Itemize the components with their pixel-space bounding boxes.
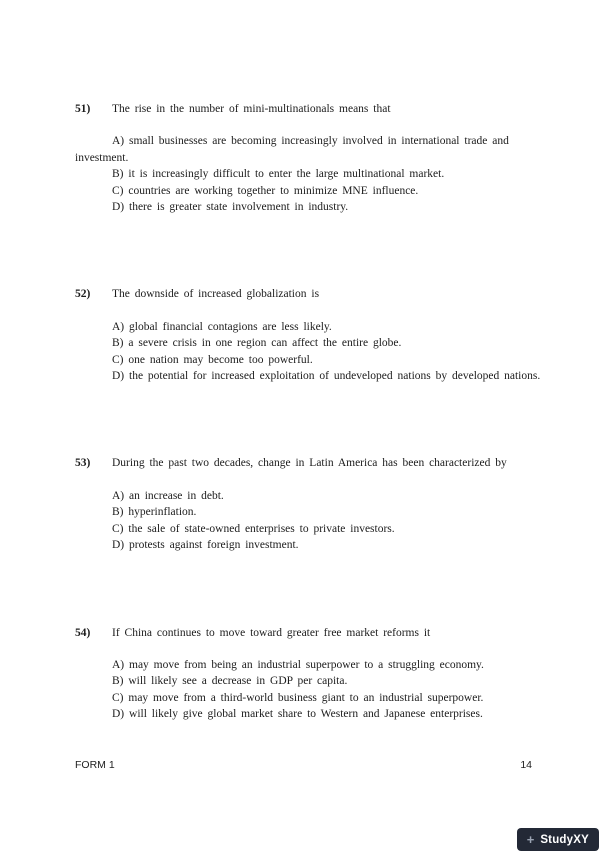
question-head: [75, 625, 565, 641]
question-options: [75, 657, 565, 723]
question-options: [75, 488, 565, 554]
studyxy-badge[interactable]: [517, 828, 599, 851]
question-54: [75, 625, 565, 723]
option-d: D) will likely give global market share to Western and Japanese enterprises.: [112, 708, 483, 721]
option-c: C) countries are working together to minimize MNE influence.: [112, 184, 419, 197]
option-b: B) will likely see a decrease in GDP per capita.: [112, 675, 348, 688]
question-number: 54): [75, 626, 91, 639]
option-d: D) protests against foreign investment.: [112, 539, 299, 552]
option-b: B) hyperinflation.: [112, 506, 197, 519]
question-head: [75, 286, 565, 302]
question-52: [75, 286, 565, 384]
page-footer: [75, 759, 532, 771]
question-stem: The downside of increased globalization is: [112, 288, 320, 301]
option-a: A) global financial contagions are less likely.: [112, 320, 332, 333]
question-stem: During the past two decades, change in Latin America has been characterized by: [112, 457, 507, 470]
question-number: 53): [75, 457, 91, 470]
plus-icon: +: [526, 832, 535, 847]
footer-form-label: FORM 1: [75, 759, 115, 771]
option-b: B) a severe crisis in one region can affect the entire globe.: [112, 337, 402, 350]
option-a: A) an increase in debt.: [112, 489, 224, 502]
option-c: C) one nation may become too powerful.: [112, 353, 313, 366]
question-stem: If China continues to move toward greater free market reforms it: [112, 626, 431, 639]
option-d: D) the potential for increased exploitation of undeveloped nations by developed nations.: [112, 370, 541, 383]
option-a: A) small businesses are becoming increasingly involved in international trade and investment.: [75, 135, 509, 164]
brand-label: StudyXY: [540, 833, 589, 846]
question-head: [75, 101, 565, 117]
question-stem: The rise in the number of mini-multinationals means that: [112, 103, 391, 115]
question-head: [75, 455, 565, 471]
option-c: C) the sale of state-owned enterprises to private investors.: [112, 522, 395, 535]
question-options: [75, 133, 565, 215]
question-number: 52): [75, 288, 91, 301]
option-c: C) may move from a third-world business giant to an industrial superpower.: [112, 691, 484, 704]
option-b: B) it is increasingly difficult to enter the large multinational market.: [112, 168, 445, 181]
question-list: [75, 101, 565, 794]
question-number: 51): [75, 103, 91, 115]
question-53: [75, 455, 565, 553]
option-a: A) may move from being an industrial superpower to a struggling economy.: [112, 658, 484, 671]
question-options: [75, 319, 565, 385]
option-d: D) there is greater state involvement in industry.: [112, 201, 349, 214]
question-51: [75, 101, 565, 215]
page-number: 14: [520, 759, 532, 771]
